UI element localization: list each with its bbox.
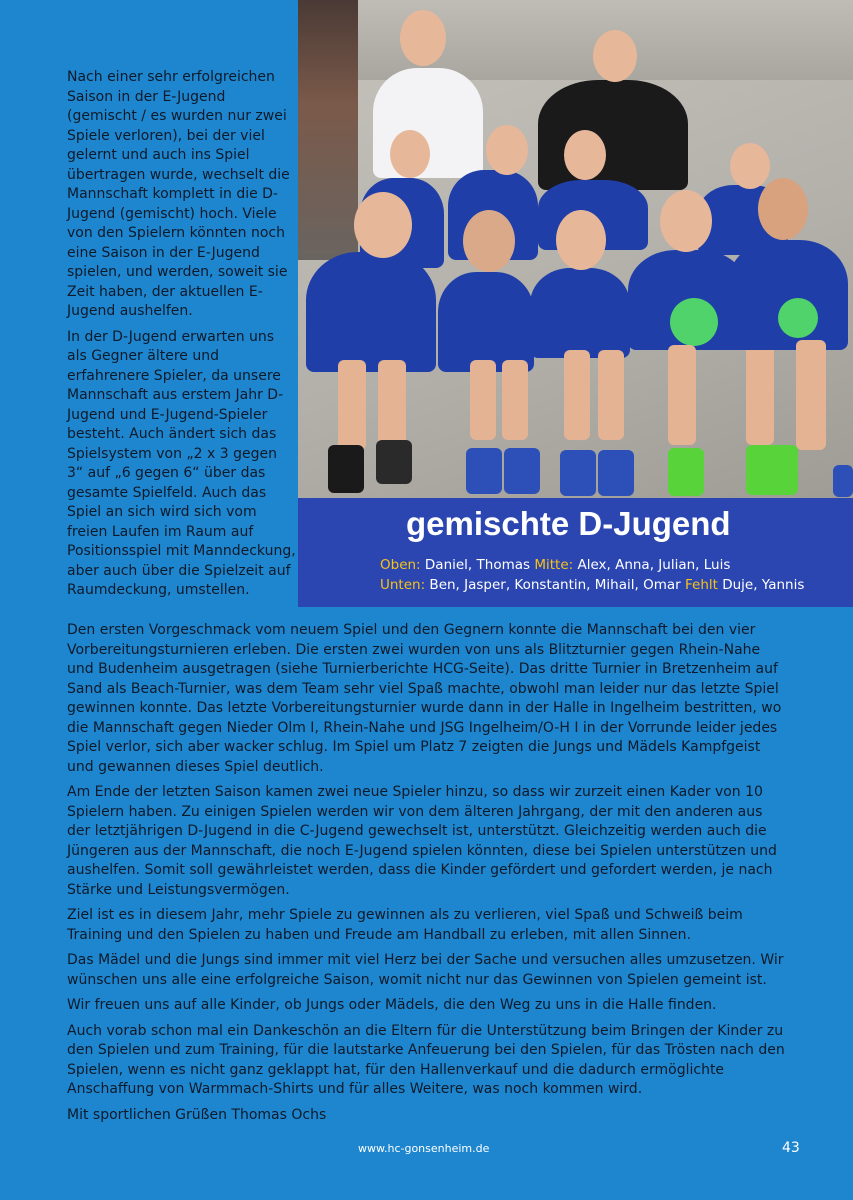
label-top: Oben: [380,557,421,573]
team-photo [298,0,853,498]
page-number: 43 [782,1140,800,1156]
names-bottom: Ben, Jasper, Konstantin, Mihail, Omar [425,577,685,593]
player-shoe [668,448,704,496]
names-missing: Duje, Yannis [717,577,805,593]
label-bottom: Unten: [380,577,426,593]
player-figure [438,272,534,372]
player-leg [598,350,624,440]
player-shoe [560,450,596,496]
player-figure [306,252,436,372]
stadium-background [298,0,358,260]
player-shoe [328,445,364,493]
caption-line-bottom [380,577,804,593]
caption-line-top [380,557,730,573]
player-shoe [598,450,634,496]
player-head [660,190,712,252]
player-head [354,192,412,258]
body-paragraph-6: Auch vorab schon mal ein Dankeschön an die Eltern für die Unterstützung beim Bringen der Kinder zu den Spielen und zum Training, für die lautstarke Anfeuerung bei den Spielen, für das Trösten nach den Spielen, wenn es nicht ganz geklappt hat, für den Hallenverkauf und die dadurch ermöglichte Anschaffung von Warmmach-Shirts und für alles Weitere, was noch kommen wird. [67,1022,785,1097]
player-leg [502,360,528,440]
body-paragraph-4: Das Mädel und die Jungs sind immer mit viel Herz bei der Sache und versuchen alles umzusetzen. Wir wünschen uns alle eine erfolgreiche Saison, womit nicht nur das Gewinnen von Spielen gemeint ist. [67,952,784,988]
player-head [463,210,515,272]
player-head [556,210,606,270]
body-paragraph-2: Am Ende der letzten Saison kamen zwei neue Spieler hinzu, so dass wir zurzeit einen Kader von 10 Spielern haben. Zu einigen Spielen werden wir von dem älteren Jahrgang, der mit den anderen aus der letztjährigen D-Jugend in die C-Jugend gewechselt ist, unterstützt. Gleichzeitig werden auch die Jüngeren aus der Mannschaft, die noch E-Jugend spielen könnten, diese bei Spielen unterstützen und aushelfen. Somit soll gewährleistet werden, dass die Kinder gefördert und gefordert werden, je nach Stärke und Leistungsvermögen. [67,784,777,898]
photo-caption [298,498,853,607]
player-head [758,178,808,240]
player-leg [796,340,826,450]
body-paragraph-1: Den ersten Vorgeschmack vom neuem Spiel und den Gegnern konnte die Mannschaft bei den vier Vorbereitungsturnieren erleben. Die ersten zwei wurden von uns als Blitzturnier gegen Rhein-Nahe und Budenheim ausgetragen (siehe Turnierberichte HCG-Seite). Das dritte Turnier in Bretzenheim auf Sand als Beach-Turnier, was dem Team sehr viel Spaß machte, obwohl man leider nur das letzte Spiel gewinnen konnte. Das letzte Vorbereitungsturnier wurde dann in der Halle in Ingelheim bestritten, wo die Mannschaft gegen Nieder Olm I, Rhein-Nahe und JSG Ingelheim/O-H I in der Vorrunde leider jedes Spiel verlor, sich aber wacker schlug. Im Spiel um Platz 7 zeigten die Jungs und Mädels Kampfgeist und gewannen dieses Spiel deutlich. [67,622,782,775]
player-shoe [746,445,798,495]
player-shoe [833,465,853,497]
label-missing: Fehlt [684,577,718,593]
player-head [390,130,430,178]
player-shoe [504,448,540,494]
player-head [400,10,446,66]
intro-paragraph-2: In der D-Jugend erwarten uns als Gegner ältere und erfahrenere Spieler, da unsere Mannschaft aus erstem Jahr D-Jugend und E-Jugend-Spieler besteht. Auch ändert sich das Spielsystem von „2 x 3 gegen 3“ auf „6 gegen 6“ über das gesamte Spielfeld. Auch das Spiel an sich wird sich vom freien Laufen im Raum auf Positionsspiel mit Manndeckung, aber auch über die Spielzeit auf Raumdeckung, umstellen. [67,328,296,598]
player-head [730,143,770,189]
player-leg [338,360,366,450]
coach-figure [538,80,688,190]
label-middle: Mitte: [534,557,574,573]
caption-title: gemischte D-Jugend [406,505,731,542]
player-shoe [466,448,502,494]
player-leg [564,350,590,440]
intro-paragraph-1: Nach einer sehr erfolgreichen Saison in der E-Jugend (gemischt / es wurden nur zwei Spiele verloren), bei der viel gelernt und auch ins Spiel übertragen wurde, wechselt die Mannschaft komplett in die D-Jugend (gemischt) hoch. Viele von den Spielern könnten noch eine Saison in der E-Jugend spielen, und werden, soweit sie Zeit haben, der aktuellen E-Jugend aushelfen. [67,69,290,319]
player-leg [746,345,774,445]
coach-head [593,30,637,82]
footer-url[interactable]: www.hc-gonsenheim.de [358,1142,490,1155]
player-leg [668,345,696,445]
article-body [67,621,787,1131]
signature-line: Mit sportlichen Grüßen Thomas Ochs [67,1106,327,1123]
body-paragraph-5: Wir freuen uns auf alle Kinder, ob Jungs oder Mädels, die den Weg zu uns in die Halle finden. [67,997,717,1013]
player-shoe [376,440,412,484]
player-head [564,130,606,180]
player-leg [378,360,406,450]
handball [670,298,718,346]
body-paragraph-3: Ziel ist es in diesem Jahr, mehr Spiele zu gewinnen als zu verlieren, viel Spaß und Schweiß beim Training und den Spielen zu haben und Freude am Handball zu erleben, mit allen Sinnen. [67,907,743,943]
intro-column [67,68,297,607]
handball [778,298,818,338]
player-head [486,125,528,175]
names-top: Daniel, Thomas [420,557,535,573]
names-middle: Alex, Anna, Julian, Luis [573,557,731,573]
player-leg [470,360,496,440]
player-figure [530,268,630,358]
